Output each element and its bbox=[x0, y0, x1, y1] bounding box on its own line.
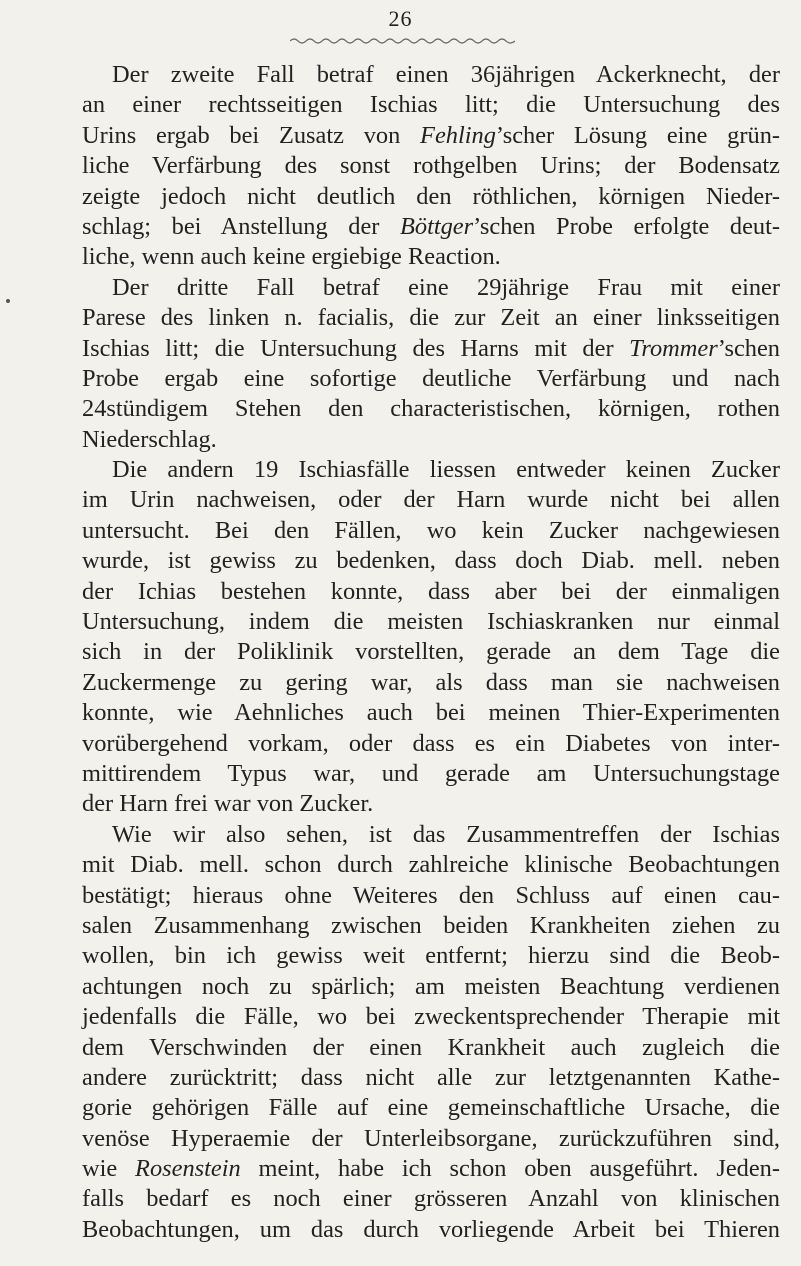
text-segment: ’schen bbox=[717, 334, 780, 362]
text-segment: zeigte jedoch nicht deutlich den röthlichen, körnigen Nieder- bbox=[82, 182, 780, 210]
text-line bbox=[82, 1184, 780, 1214]
text-segment: Der zweite Fall betraf einen 36jährigen Ackerknecht, der bbox=[112, 61, 780, 88]
text-line bbox=[82, 759, 780, 789]
text-line bbox=[82, 425, 780, 455]
text-segment: meint, habe ich schon oben ausgeführt. Jeden- bbox=[240, 1155, 780, 1183]
text-segment: Ischias litt; die Untersuchung des Harns mit der bbox=[82, 334, 630, 362]
text-line bbox=[82, 941, 780, 971]
text-line bbox=[82, 151, 780, 181]
text-segment: falls bedarf es noch einer grösseren Anzahl von klinischen bbox=[82, 1185, 780, 1213]
text-line bbox=[82, 90, 780, 120]
text-line bbox=[82, 485, 780, 515]
text-segment: mit Diab. mell. schon durch zahlreiche klinische Beobachtungen bbox=[82, 851, 780, 879]
text-segment: an einer rechtsseitigen Ischias litt; die Untersuchung des bbox=[82, 91, 780, 119]
text-segment: achtungen noch zu spärlich; am meisten Beachtung verdienen bbox=[82, 972, 780, 1000]
text-line bbox=[82, 668, 780, 698]
text-segment: konnte, wie Aehnliches auch bei meinen Thier-Experimenten bbox=[82, 699, 780, 727]
text-segment: jedenfalls die Fälle, wo bei zweckentsprechender Therapie mit bbox=[82, 1003, 780, 1031]
text-segment: 24stündigem Stehen den characteristischen, körnigen, rothen bbox=[82, 395, 780, 423]
text-segment: wurde, ist gewiss zu bedenken, dass doch Diab. mell. neben bbox=[82, 547, 780, 575]
text-segment: wollen, bin ich gewiss weit entfernt; hierzu sind die Beob- bbox=[82, 942, 780, 970]
text-segment: wie bbox=[82, 1155, 136, 1183]
text-line bbox=[82, 729, 780, 759]
text-segment: andere zurücktritt; dass nicht alle zur letztgenannten Kathe- bbox=[82, 1063, 780, 1091]
text-line bbox=[82, 1033, 780, 1063]
text-segment: liche, wenn auch keine ergiebige Reaction. bbox=[82, 243, 501, 271]
text-segment: der Ichias bestehen konnte, dass aber bei der einmaligen bbox=[82, 577, 780, 605]
text-line bbox=[82, 820, 780, 850]
text-segment: liche Verfärbung des sonst rothgelben Urins; der Bodensatz bbox=[82, 152, 780, 180]
text-segment: untersucht. Bei den Fällen, wo kein Zucker nachgewiesen bbox=[82, 516, 780, 544]
text-segment: Niederschlag. bbox=[82, 425, 217, 453]
body-text bbox=[82, 60, 780, 1245]
text-line bbox=[82, 1154, 780, 1184]
text-line bbox=[82, 182, 780, 212]
text-segment: Untersuchung, indem die meisten Ischiaskranken nur einmal bbox=[82, 608, 780, 636]
text-line bbox=[82, 1124, 780, 1154]
wavy-rule-ornament bbox=[290, 36, 515, 46]
page-number: 26 bbox=[388, 6, 413, 31]
text-line bbox=[82, 972, 780, 1002]
text-line bbox=[82, 698, 780, 728]
text-segment: Urins ergab bei Zusatz von bbox=[82, 121, 421, 149]
text-line bbox=[82, 516, 780, 546]
text-segment: sich in der Poliklinik vorstellten, gerade an dem Tage die bbox=[82, 638, 780, 666]
italic-name: Rosenstein bbox=[135, 1155, 241, 1183]
text-line bbox=[82, 850, 780, 880]
text-line bbox=[82, 911, 780, 941]
text-segment: vorübergehend vorkam, oder dass es ein Diabetes von inter- bbox=[82, 729, 780, 757]
text-line bbox=[82, 881, 780, 911]
margin-speck bbox=[6, 299, 10, 303]
italic-name: Fehling bbox=[420, 121, 496, 149]
text-line bbox=[82, 789, 780, 819]
text-segment: salen Zusammenhang zwischen beiden Krankheiten ziehen zu bbox=[82, 911, 780, 939]
italic-name: Trommer bbox=[629, 334, 718, 362]
text-line bbox=[82, 455, 780, 485]
text-segment: ’schen Probe erfolgte deut- bbox=[473, 212, 780, 240]
text-line bbox=[82, 303, 780, 333]
text-line bbox=[82, 546, 780, 576]
text-line bbox=[82, 60, 780, 90]
text-segment: Probe ergab eine sofortige deutliche Verfärbung und nach bbox=[82, 364, 780, 392]
text-segment: Parese des linken n. facialis, die zur Zeit an einer linksseitigen bbox=[82, 304, 780, 332]
text-segment: Wie wir also sehen, ist das Zusammentreffen der Ischias bbox=[112, 820, 780, 848]
text-segment: Zuckermenge zu gering war, als dass man sie nachweisen bbox=[82, 668, 780, 696]
text-segment: ’scher Lösung eine grün- bbox=[495, 121, 781, 149]
text-line bbox=[82, 637, 780, 667]
text-line bbox=[82, 242, 780, 272]
text-line bbox=[82, 1215, 780, 1245]
text-line bbox=[82, 121, 780, 151]
text-segment: im Urin nachweisen, oder der Harn wurde nicht bei allen bbox=[82, 486, 780, 514]
text-line bbox=[82, 1063, 780, 1093]
text-segment: schlag; bei Anstellung der bbox=[82, 212, 400, 240]
text-line bbox=[82, 1093, 780, 1123]
text-segment: bestätigt; hieraus ohne Weiteres den Schluss auf einen cau- bbox=[82, 881, 780, 909]
text-segment: Die andern 19 Ischiasfälle liessen entweder keinen Zucker bbox=[112, 456, 780, 484]
text-line bbox=[82, 577, 780, 607]
text-line bbox=[82, 212, 780, 242]
text-line bbox=[82, 364, 780, 394]
text-segment: venöse Hyperaemie der Unterleibsorgane, zurückzuführen sind, bbox=[82, 1124, 780, 1152]
text-segment: Beobachtungen, um das durch vorliegende Arbeit bei Thieren bbox=[82, 1215, 780, 1243]
text-segment: der Harn frei war von Zucker. bbox=[82, 790, 374, 818]
text-line bbox=[82, 334, 780, 364]
italic-name: Böttger bbox=[399, 212, 474, 240]
text-line bbox=[82, 394, 780, 424]
text-line bbox=[82, 607, 780, 637]
text-segment: dem Verschwinden der einen Krankheit auch zugleich die bbox=[82, 1033, 780, 1061]
text-segment: mittirendem Typus war, und gerade am Untersuchungstage bbox=[82, 759, 780, 787]
text-segment: Der dritte Fall betraf eine 29jährige Frau mit einer bbox=[112, 273, 780, 301]
text-segment: gorie gehörigen Fälle auf eine gemeinschaftliche Ursache, die bbox=[82, 1094, 780, 1122]
text-line bbox=[82, 273, 780, 303]
text-line bbox=[82, 1002, 780, 1032]
